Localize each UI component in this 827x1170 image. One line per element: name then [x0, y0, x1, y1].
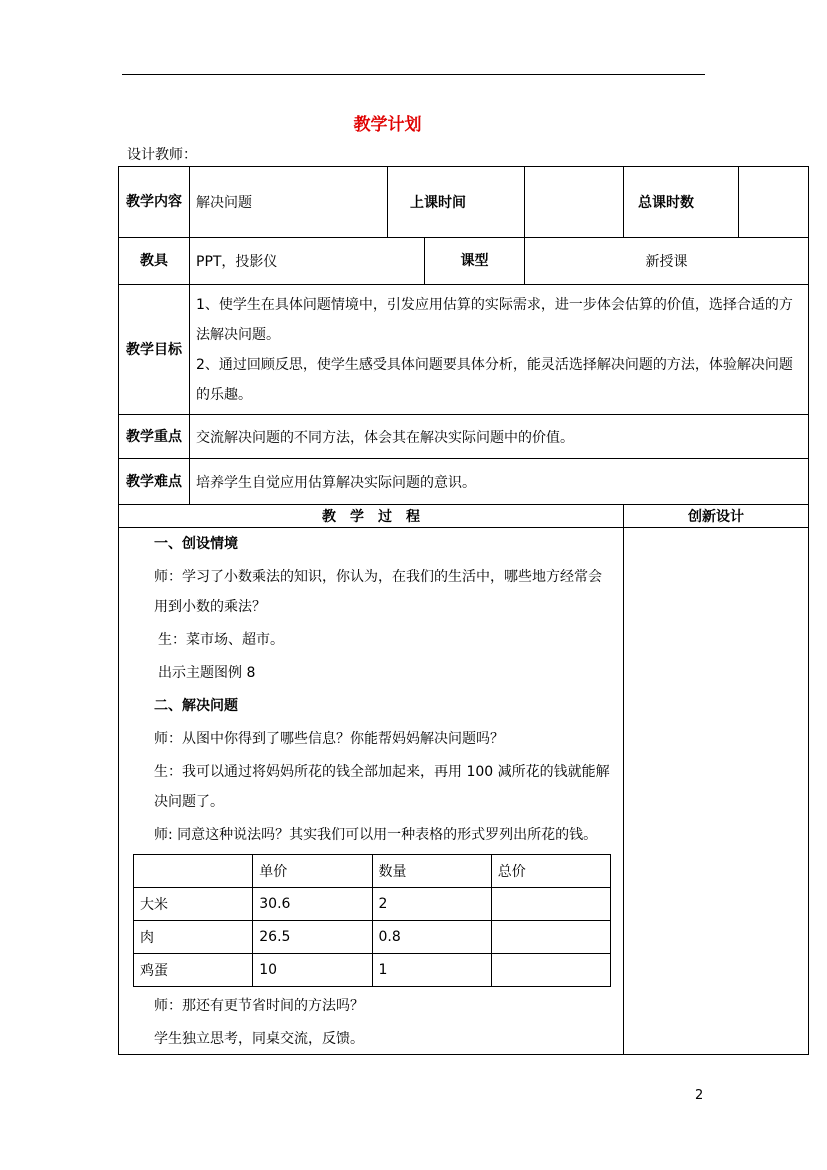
table-cell: 10 [253, 954, 372, 987]
table-header-cell: 数量 [372, 855, 491, 888]
designer-label: 设计教师： [127, 147, 197, 163]
time-label: 上课时间 [388, 167, 525, 238]
innovation-cell [624, 528, 809, 1055]
total-value [739, 167, 809, 238]
table-cell: 30.6 [253, 888, 372, 921]
type-label: 课型 [425, 238, 525, 285]
content-value: 解决问题 [190, 167, 388, 238]
table-header-cell: 总价 [491, 855, 610, 888]
goal-item: 1、使学生在具体问题情境中，引发应用估算的实际需求，进一步体会估算的价值，选择合适的方法解决问题。 [196, 296, 793, 343]
section-heading: 一、创设情境 [154, 536, 238, 552]
dialogue-paragraph: 师：那还有更节省时间的方法吗？ [154, 998, 364, 1014]
table-cell: 鸡蛋 [134, 954, 253, 987]
goal-label: 教学目标 [119, 285, 190, 415]
dialogue-paragraph: 生：菜市场、超市。 [158, 632, 284, 648]
process-header: 教 学 过 程 [119, 505, 624, 528]
tools-label: 教具 [119, 238, 190, 285]
table-cell: 2 [372, 888, 491, 921]
table-cell [491, 888, 610, 921]
table-row [134, 921, 611, 954]
table-cell: 0.8 [372, 921, 491, 954]
table-cell: 肉 [134, 921, 253, 954]
table-cell: 1 [372, 954, 491, 987]
difficulty-value: 培养学生自觉应用估算解决实际问题的意识。 [190, 459, 809, 505]
innovation-header: 创新设计 [624, 505, 809, 528]
key-value: 交流解决问题的不同方法，体会其在解决实际问题中的价值。 [190, 415, 809, 459]
process-content [119, 528, 624, 1055]
table-row [134, 855, 611, 888]
dialogue-paragraph: 师: 同意这种说法吗？其实我们可以用一种表格的形式罗列出所花的钱。 [154, 827, 598, 843]
total-label: 总课时数 [624, 167, 739, 238]
table-header-cell [134, 855, 253, 888]
difficulty-label: 教学难点 [119, 459, 190, 505]
table-row [134, 888, 611, 921]
table-cell: 26.5 [253, 921, 372, 954]
table-cell: 大米 [134, 888, 253, 921]
table-header-cell: 单价 [253, 855, 372, 888]
dialogue-paragraph: 学生独立思考，同桌交流，反馈。 [154, 1031, 364, 1047]
goal-list [190, 285, 809, 415]
dialogue-paragraph: 师：学习了小数乘法的知识，你认为，在我们的生活中，哪些地方经常会用到小数的乘法？ [154, 569, 602, 615]
content-label: 教学内容 [119, 167, 190, 238]
dialogue-paragraph: 出示主题图例 8 [158, 665, 256, 681]
page-number: 2 [695, 1088, 704, 1103]
type-value: 新授课 [525, 238, 809, 285]
section-heading: 二、解决问题 [154, 698, 238, 714]
key-label: 教学重点 [119, 415, 190, 459]
goal-item: 2、通过回顾反思，使学生感受具体问题要具体分析，能灵活选择解决问题的方法，体验解决问题的乐趣。 [196, 356, 793, 403]
lesson-plan-table [118, 166, 809, 1055]
header-rule [122, 74, 705, 75]
dialogue-paragraph: 生：我可以通过将妈妈所花的钱全部加起来，再用 100 减所花的钱就能解决问题了。 [154, 764, 610, 810]
time-value [525, 167, 624, 238]
table-cell [491, 921, 610, 954]
dialogue-paragraph: 师：从图中你得到了哪些信息？你能帮妈妈解决问题吗？ [154, 731, 504, 747]
table-row [134, 954, 611, 987]
page-title: 教学计划 [353, 115, 422, 135]
tools-value: PPT，投影仪 [190, 238, 425, 285]
price-table [133, 854, 611, 987]
table-cell [491, 954, 610, 987]
